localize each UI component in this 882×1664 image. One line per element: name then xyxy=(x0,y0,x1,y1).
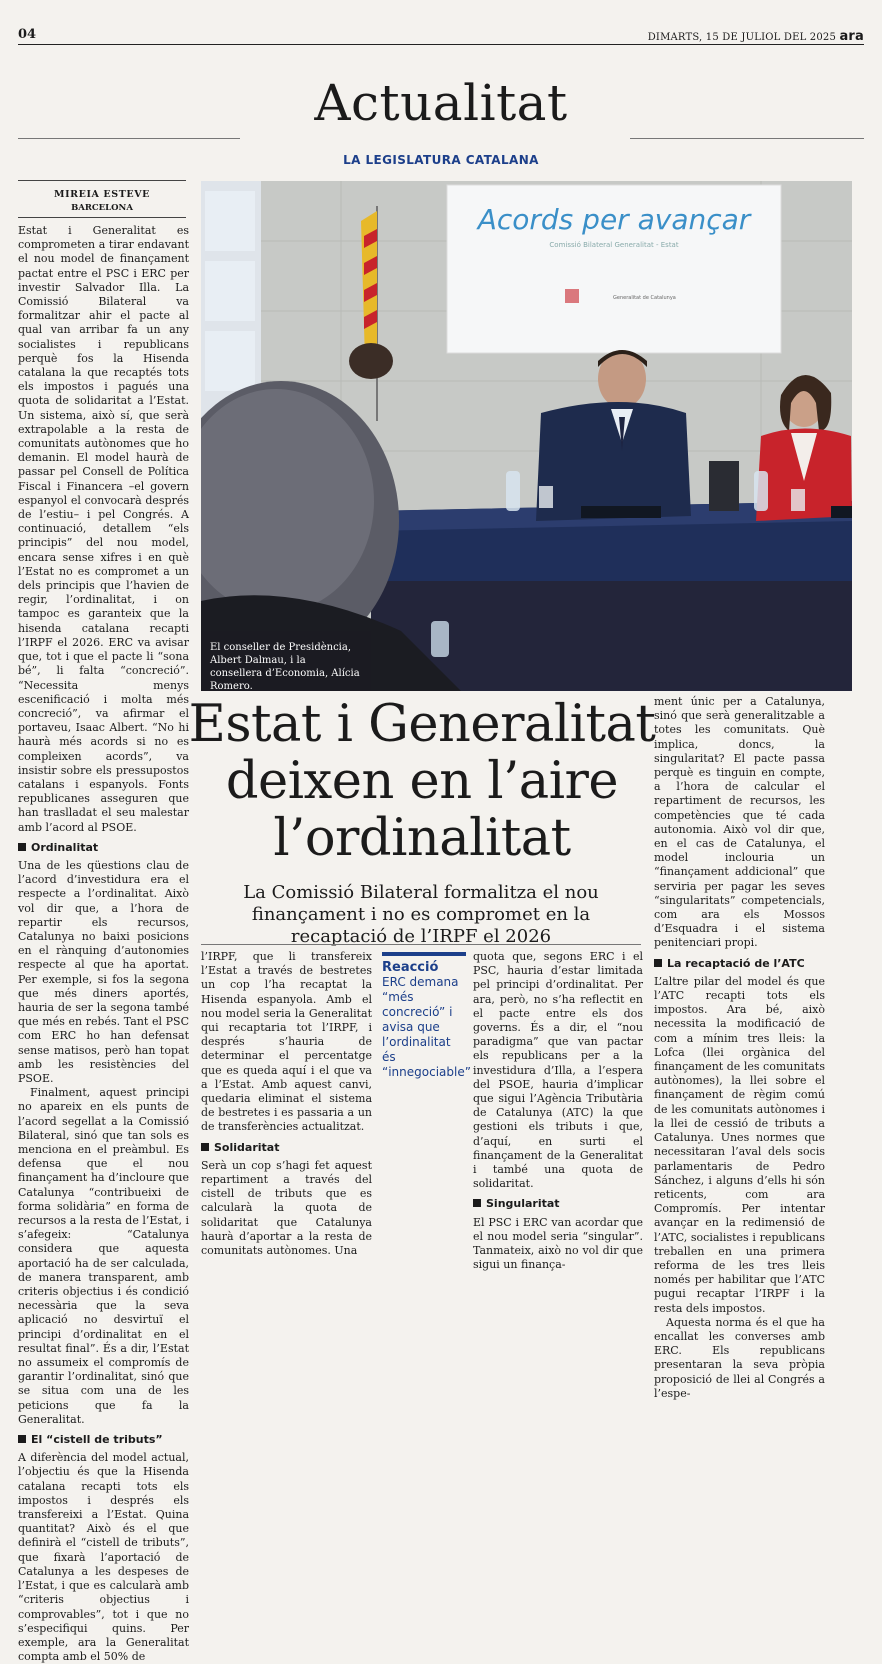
byline-rule-bottom xyxy=(18,217,186,218)
page-number: 04 xyxy=(18,27,37,42)
paragraph: L’altre pilar del model és que l’ATC recapti tots els impostos. Ara bé, això necessita la modificació de com a mínim tres lleis: la Lofca (llei orgànica del finançament de les comunitats autònomes), la llei sobre el finançament de règim comú de les comunitats autònomes i la llei de cessió de tributs a Catalunya. Unes normes que necessitaran l’aval dels socis parlamentaris de Pedro Sánchez, i alguns d’ells hi són reticents, com ara Compromís. Per intentar avançar en la redimensió de l’ATC, socialistes i republicans treballen en una primera reforma de les tres lleis només per habilitar que l’ATC pugui recaptar l’IRPF i la resta dels impostos. xyxy=(654,974,825,1315)
paragraph: Finalment, aquest principi no apareix en els punts de l’acord segellat a la Comissió Bilateral, sinó que tan sols es menciona en el preàmbul. Es defensa que el nou finançament ha d’incloure que Catalunya “contribueixi de forma solidària” en forma de recursos a la resta de l’Estat, i s’afegeix: “Catalunya considera que aquesta aportació ha de ser calculada, de manera transparent, amb criteris objectius i és condició necessària que la seva aplicació no desvirtuï el principi d’ordinalitat en el resultat final”. És a dir, l’Estat no assumeix el compromís de garantir l’ordinalitat, sinó que se situa com una de les peticions que fa la Generalitat. xyxy=(18,1086,189,1426)
subhead-solidaritat: Solidaritat xyxy=(201,1141,372,1155)
reaction-box xyxy=(382,952,471,1080)
paragraph: Aquesta norma és el que ha encallat les converses amb ERC. Els republicans presentaran la seva pròpia proposició de llei al Congrés a l’espe- xyxy=(654,1315,825,1400)
date-text: DIMARTS, 15 DE JULIOL DEL 2025 xyxy=(647,32,837,43)
issue-date xyxy=(648,29,864,44)
news-photo xyxy=(201,181,852,691)
paragraph: A diferència del model actual, l’objectiu és que la Hisenda catalana recapti tots els impostos i després els transfereixi a l’Estat. Quina quantitat? Això és el que definirà el “cistell de tributs”, que fixarà l’aportació de Catalunya a les despeses de l’Estat, i que es calcularà amb “criteris objectius i comprovables”, tot i que no s’especifiqui quins. Per exemple, ara la Generalitat compta amb el 50% de xyxy=(18,1451,189,1664)
section-title: Actualitat xyxy=(314,74,568,132)
screen-title: Acords per avançar xyxy=(477,203,751,236)
square-bullet-icon xyxy=(473,1199,481,1207)
subhead-cistell: El “cistell de tributs” xyxy=(18,1433,189,1447)
reaction-text: ERC demana “més concreció” i avisa que l’ordinalitat és “innegociable” xyxy=(382,975,471,1079)
screen-subtitle: Comissió Bilateral Generalitat - Estat xyxy=(549,241,679,249)
photo-illustration xyxy=(201,181,852,691)
paragraph: Una de les qüestions clau de l’acord d’investidura era el respecte a l’ordinalitat. Això vol dir que, a l’hora de repartir els recursos, Catalunya no baixi posicions en el rànquing d’autonomies respecte al que ha aportat. Per exemple, si fos la segona que més diners aportés, hauria de ser la segona també que més en rebés. Tant el PSC com ERC ho han defensat sense matisos, però han topat amb les resistències del PSOE. xyxy=(18,858,189,1085)
reaction-title: Reacció xyxy=(382,960,439,975)
section-kicker: LA LEGISLATURA CATALANA xyxy=(343,153,539,167)
screen-logo-text: Generalitat de Catalunya xyxy=(613,295,676,301)
paragraph: El PSC i ERC van acordar que el nou model seria “singular”. Tanmateix, això no vol dir que sigui un finança- xyxy=(473,1215,643,1272)
paragraph: quota que, segons ERC i el PSC, hauria d’estar limitada pel principi d’ordinalitat. Per ara, però, no s’ha reflectit en el pacte entre els dos governs. És a dir, el “nou paradigma” que van pactar els republicans per a la investidura d’Illa, a l’espera del PSOE, hauria d’implicar que sigui l’Agència Tributària de Catalunya (ATC) la que gestioni els tributs i que, d’aquí, en surti el finançament de la Generalitat i també una quota de solidaritat. xyxy=(473,950,643,1191)
dek-rule xyxy=(201,944,641,945)
byline-rule-top xyxy=(18,180,186,181)
square-bullet-icon xyxy=(18,1435,26,1443)
square-bullet-icon xyxy=(201,1143,209,1151)
section-rule-left xyxy=(18,138,240,139)
headline: Estat i Generalitat deixen en l’aire l’ordinalitat xyxy=(188,695,656,868)
column-4 xyxy=(654,695,825,1401)
subhead-ordinalitat: Ordinalitat xyxy=(18,841,189,855)
section-rule-right xyxy=(630,138,864,139)
column-3 xyxy=(473,950,643,1272)
photo-caption: El conseller de Presidència, Albert Dalmau, i la consellera d’Economia, Alícia Romero. xyxy=(210,642,360,691)
column-2 xyxy=(201,950,372,1258)
subheadline: La Comissió Bilateral formalitza el nou finançament i no es compromet en la recaptació de l’IRPF el 2026 xyxy=(243,882,599,947)
paragraph: Serà un cop s’hagi fet aquest repartiment a través del cistell de tributs que es calcularà la quota de solidaritat que Catalunya haurà d’aportar a la resta de comunitats autònomes. Una xyxy=(201,1158,372,1258)
subhead-singularitat: Singularitat xyxy=(473,1197,643,1211)
author: MIREIA ESTEVE xyxy=(53,189,151,200)
subhead-recaptacio: La recaptació de l’ATC xyxy=(654,957,825,971)
header-rule xyxy=(18,44,864,45)
paragraph: Estat i Generalitat es comprometen a tirar endavant el nou model de finançament pactat entre el PSC i ERC per investir Salvador Illa. La Comissió Bilateral va formalitzar ahir el pacte al qual van arribar fa un any socialistes i republicans perquè fos la Hisenda catalana la que recaptés tots els impostos i pagués una quota de solidaritat a l’Estat. Un sistema, això sí, que serà extrapolable a la resta de comunitats autònomes que ho demanin. El model haurà de passar pel Consell de Política Fiscal i Financera –el govern espanyol el convocarà després de l’estiu– i pel Congrés. A continuació, detallem “els principis” del nou model, encara sense xifres i en què l’Estat no es compromet a un dels principis que l’havien de regir, l’ordinalitat, i on tampoc es garanteix que la hisenda catalana recapti l’IRPF el 2026. ERC va avisar que, tot i que el pacte li “sona bé”, li falta “concreció”. “Necessita menys escenificació i molta més concreció”, va afirmar el portaveu, Isaac Albert. “No hi haurà més acords si no es compleixen acords”, va insistir sobre els pressupostos catalans i espanyols. Fonts republicanes asseguren que han traslladat el seu malestar amb l’acord al PSOE. xyxy=(18,224,189,834)
column-1 xyxy=(18,224,189,1664)
square-bullet-icon xyxy=(18,843,26,851)
byline-city: BARCELONA xyxy=(71,203,133,213)
brand-logo: ara xyxy=(839,29,864,44)
square-bullet-icon xyxy=(654,959,662,967)
paragraph: l’IRPF, que li transfereix l’Estat a través de bestretes un cop l’ha recaptat la Hisenda espanyola. Amb el nou model seria la Generalitat qui recaptaria tot l’IRPF, i després s’hauria de determinar el percentatge que es queda aquí i el que va a l’Estat. Amb aquest canvi, quedaria eliminat el sistema de bestretes i es passaria a un de transferències actualitzat. xyxy=(201,950,372,1134)
paragraph: ment únic per a Catalunya, sinó que serà generalitzable a totes les comunitats. Què implica, doncs, la singularitat? El pacte passa perquè es tinguin en compte, a l’hora de calcular el repartiment de recursos, les competències que té cada autonomia. Això vol dir que, en el cas de Catalunya, el model inclouria un “finançament addicional” que serviria per pagar les seves “singularitats” competencials, com ara els Mossos d’Esquadra i el sistema penitenciari propi. xyxy=(654,695,825,950)
